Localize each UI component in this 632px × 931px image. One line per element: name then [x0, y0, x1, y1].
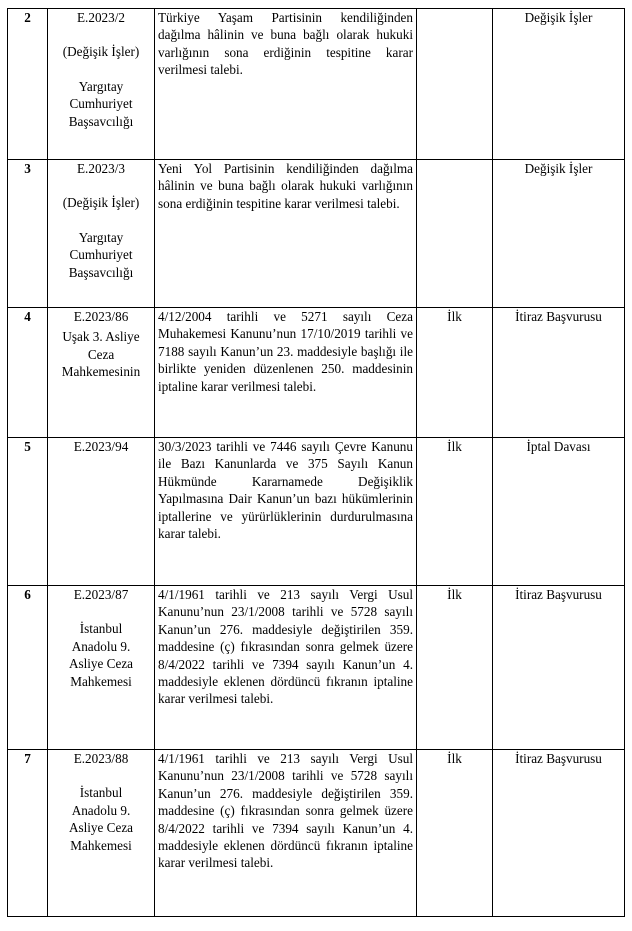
applicant: Uşak 3. Asliye Ceza Mahkemesinin	[61, 329, 141, 380]
case-number: E.2023/2	[77, 10, 125, 25]
application-type-cell: İtiraz Başvurusu	[493, 586, 625, 750]
table-row	[8, 160, 625, 308]
case-category: (Değişik İşler)	[62, 195, 140, 211]
subject-cell: Yeni Yol Partisinin kendiliğinden dağılma hâlinin ve buna bağlı olarak hukuki varlığının sona erdiğinin tespitine karar verilmesi talebi.	[155, 160, 417, 308]
applicant: Yargıtay Cumhuriyet Başsavcılığı	[68, 229, 134, 280]
case-number: E.2023/94	[73, 439, 129, 454]
review-cell: İlk	[417, 750, 493, 917]
applicant: Yargıtay Cumhuriyet Başsavcılığı	[68, 78, 134, 129]
case-number: E.2023/86	[73, 309, 129, 324]
case-cell	[48, 308, 155, 438]
table-row	[8, 586, 625, 750]
case-cell	[48, 438, 155, 586]
row-number: 4	[8, 308, 48, 438]
case-cell	[48, 9, 155, 160]
application-type-cell: İtiraz Başvurusu	[493, 750, 625, 917]
subject-cell: 30/3/2023 tarihli ve 7446 sayılı Çevre Kanunu ile Bazı Kanunlarda ve 375 Sayılı Kanun Hükmünde Kararnamede Değişiklik Yapılmasına Dair Kanun’un bazı hükümlerinin iptallerine ve yürürlüklerinin durdurulmasına karar talebi.	[155, 438, 417, 586]
case-cell	[48, 586, 155, 750]
row-number: 7	[8, 750, 48, 917]
table-row	[8, 438, 625, 586]
subject-cell: Türkiye Yaşam Partisinin kendiliğinden dağılma hâlinin ve buna bağlı olarak hukuki varlığının sona erdiğinin tespitine karar verilmesi talebi.	[155, 9, 417, 160]
case-cell	[48, 750, 155, 917]
case-cell	[48, 160, 155, 308]
review-cell	[417, 160, 493, 308]
case-list-table	[7, 8, 625, 917]
review-cell: İlk	[417, 438, 493, 586]
application-type-cell: Değişik İşler	[493, 160, 625, 308]
application-type-cell: İptal Davası	[493, 438, 625, 586]
row-number: 2	[8, 9, 48, 160]
case-category: (Değişik İşler)	[62, 44, 140, 60]
applicant: İstanbul Anadolu 9. Asliye Ceza Mahkemesi	[68, 785, 134, 853]
review-cell: İlk	[417, 586, 493, 750]
application-type-cell: Değişik İşler	[493, 9, 625, 160]
applicant: İstanbul Anadolu 9. Asliye Ceza Mahkemesi	[68, 621, 134, 689]
case-number: E.2023/3	[77, 161, 125, 176]
table-row	[8, 9, 625, 160]
subject-cell: 4/1/1961 tarihli ve 213 sayılı Vergi Usul Kanunu’nun 23/1/2008 tarihli ve 5728 sayılı Kanun’un 276. maddesiyle değiştirilen 359. maddesine (ç) fıkrasından sonra gelmek üzere 8/4/2022 tarihli ve 7394 sayılı Kanun’un 4. maddesiyle eklenen dördüncü fıkranın iptaline karar verilmesi talebi.	[155, 586, 417, 750]
row-number: 5	[8, 438, 48, 586]
application-type-cell: İtiraz Başvurusu	[493, 308, 625, 438]
table-row	[8, 308, 625, 438]
review-cell	[417, 9, 493, 160]
row-number: 6	[8, 586, 48, 750]
case-number: E.2023/87	[73, 587, 129, 602]
case-number: E.2023/88	[73, 751, 129, 766]
row-number: 3	[8, 160, 48, 308]
review-cell: İlk	[417, 308, 493, 438]
table-row	[8, 750, 625, 917]
subject-cell: 4/1/1961 tarihli ve 213 sayılı Vergi Usul Kanunu’nun 23/1/2008 tarihli ve 5728 sayılı Kanun’un 276. maddesiyle değiştirilen 359. maddesine (ç) fıkrasından sonra gelmek üzere 8/4/2022 tarihli ve 7394 sayılı Kanun’un 4. maddesiyle eklenen dördüncü fıkranın iptaline karar verilmesi talebi.	[155, 750, 417, 917]
subject-cell: 4/12/2004 tarihli ve 5271 sayılı Ceza Muhakemesi Kanunu’nun 17/10/2019 tarihli ve 7188 sayılı Kanun’un 23. maddesiyle başlığı ile birlikte yeniden düzenlenen 250. maddesinin iptaline karar verilmesi talebi.	[155, 308, 417, 438]
